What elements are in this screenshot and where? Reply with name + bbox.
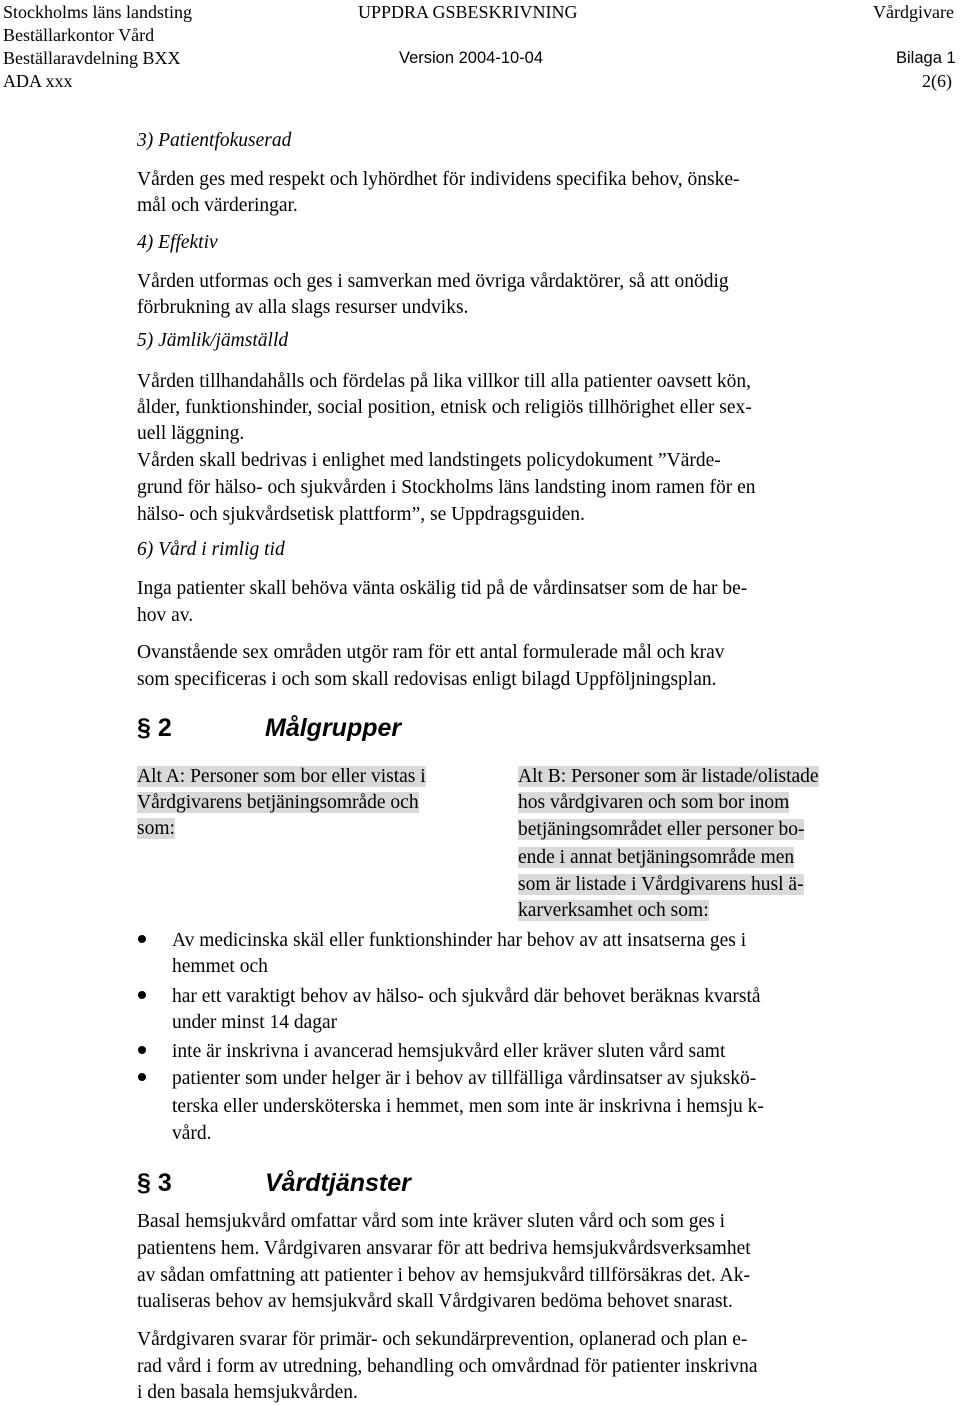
bullet-text: inte är inskrivna i avancerad hemsjukvård eller kräver sluten vård samt: [172, 1041, 726, 1062]
alt-b-line: som är listade i Vårdgivarens husl ä-: [518, 874, 804, 895]
paragraph-line: patientens hem. Vårdgivaren ansvarar för att bedriva hemsjukvårdsverksamhet: [137, 1238, 751, 1259]
paragraph-line: Vården ges med respekt och lyhördhet för individens specifika behov, önske-: [137, 169, 740, 190]
bullet-icon: [138, 1046, 146, 1054]
paragraph-line: Inga patienter skall behöva vänta oskälig tid på de vårdinsatser som de har be-: [137, 578, 748, 599]
paragraph-line: tualiseras behov av hemsjukvård skall Vårdgivaren bedöma behovet snarast.: [137, 1291, 733, 1312]
paragraph-line: mål och värderingar.: [137, 195, 298, 216]
alt-b-line: betjäningsområdet eller personer bo-: [518, 819, 805, 840]
header-id: ADA xxx: [3, 71, 73, 91]
bullet-icon: [138, 991, 146, 999]
alt-b-line: karverksamhet och som:: [518, 900, 709, 921]
section-heading-3: [137, 1168, 411, 1198]
paragraph-line: i den basala hemsjukvården.: [137, 1382, 358, 1403]
paragraph-line: hov av.: [137, 605, 194, 626]
subheading-patientfokuserad: 3) Patientfokuserad: [137, 130, 292, 151]
bullet-text: Av medicinska skäl eller funktionshinder har behov av att insatserna ges i: [172, 930, 747, 951]
paragraph-line: ålder, funktionshinder, social position, etnisk och religiös tillhörighet eller sex-: [137, 397, 752, 418]
paragraph-sign: §: [137, 714, 151, 742]
bullet-text: har ett varaktigt behov av hälso- och sjukvård där behovet beräknas kvarstå: [172, 986, 761, 1007]
alt-b-line: Alt B: Personer som är listade/olistade: [518, 766, 819, 787]
header-dept: Beställaravdelning BXX: [3, 48, 181, 68]
subheading-jamlik: 5) Jämlik/jämställd: [137, 330, 289, 351]
header-attachment: Bilaga 1: [896, 49, 956, 67]
paragraph-line: Vården tillhandahålls och fördelas på lika villkor till alla patienter oavsett kön,: [137, 371, 752, 392]
alt-b-line: ende i annat betjäningsområde men: [518, 847, 795, 868]
header-recipient: Vårdgivare: [873, 2, 954, 22]
paragraph-sign: §: [137, 1169, 151, 1197]
heading-number: 3: [157, 1169, 172, 1197]
alt-a-line: Alt A: Personer som bor eller vistas i: [137, 766, 426, 787]
alt-a-line: som:: [137, 818, 175, 839]
bullet-text: hemmet och: [172, 956, 268, 977]
header-doc-type: UPPDRA GSBESKRIVNING: [358, 2, 578, 22]
bullet-text: terska eller undersköterska i hemmet, men som inte är inskrivna i hemsju k-: [172, 1096, 764, 1117]
section-number: [137, 713, 265, 743]
paragraph-line: Vården utformas och ges i samverkan med övriga vårdaktörer, så att onödig: [137, 271, 729, 292]
paragraph-line: Vården skall bedrivas i enlighet med landstingets policydokument ”Värde-: [137, 450, 721, 471]
paragraph-line: Vårdgivaren svarar för primär- och sekundärprevention, oplanerad och plan e-: [137, 1329, 748, 1350]
bullet-text: patienter som under helger är i behov av tillfälliga vårdinsatser av sjukskö-: [172, 1068, 757, 1089]
paragraph-line: uell läggning.: [137, 423, 245, 444]
bullet-text: under minst 14 dagar: [172, 1012, 338, 1033]
paragraph-line: hälso- och sjukvårdsetisk plattform”, se Uppdragsguiden.: [137, 504, 585, 525]
header-version: Version 2004-10-04: [399, 49, 544, 67]
paragraph-line: grund för hälso- och sjukvården i Stockholms läns landsting inom ramen för en: [137, 477, 756, 498]
subheading-effektiv: 4) Effektiv: [137, 232, 218, 253]
bullet-icon: [138, 935, 146, 943]
paragraph-line: Basal hemsjukvård omfattar vård som inte kräver sluten vård och som ges i: [137, 1211, 726, 1232]
heading-number: 2: [157, 714, 172, 742]
paragraph-line: Ovanstående sex områden utgör ram för ett antal formulerade mål och krav: [137, 642, 725, 663]
header-org: Stockholms läns landsting: [3, 2, 192, 22]
paragraph-line: förbrukning av alla slags resurser undviks.: [137, 297, 469, 318]
paragraph-line: rad vård i form av utredning, behandling och omvårdnad för patienter inskrivna: [137, 1356, 758, 1377]
subheading-vard-i-rimlig-tid: 6) Vård i rimlig tid: [137, 539, 285, 560]
bullet-text: vård.: [172, 1123, 212, 1144]
heading-title: Vårdtjänster: [265, 1169, 411, 1197]
alt-a-line: Vårdgivarens betjäningsområde och: [137, 792, 419, 813]
header-page: 2(6): [922, 71, 952, 91]
bullet-icon: [138, 1073, 146, 1081]
alt-b-line: hos vårdgivaren och som bor inom: [518, 792, 790, 813]
header-office: Beställarkontor Vård: [3, 25, 155, 45]
paragraph-line: av sådan omfattning att patienter i behov av hemsjukvård tillförsäkras det. Ak-: [137, 1265, 750, 1286]
paragraph-line: som specificeras i och som skall redovisas enligt bilagd Uppföljningsplan.: [137, 669, 717, 690]
heading-title: Målgrupper: [265, 714, 402, 742]
section-number: [137, 1168, 265, 1198]
section-heading-2: [137, 713, 401, 743]
